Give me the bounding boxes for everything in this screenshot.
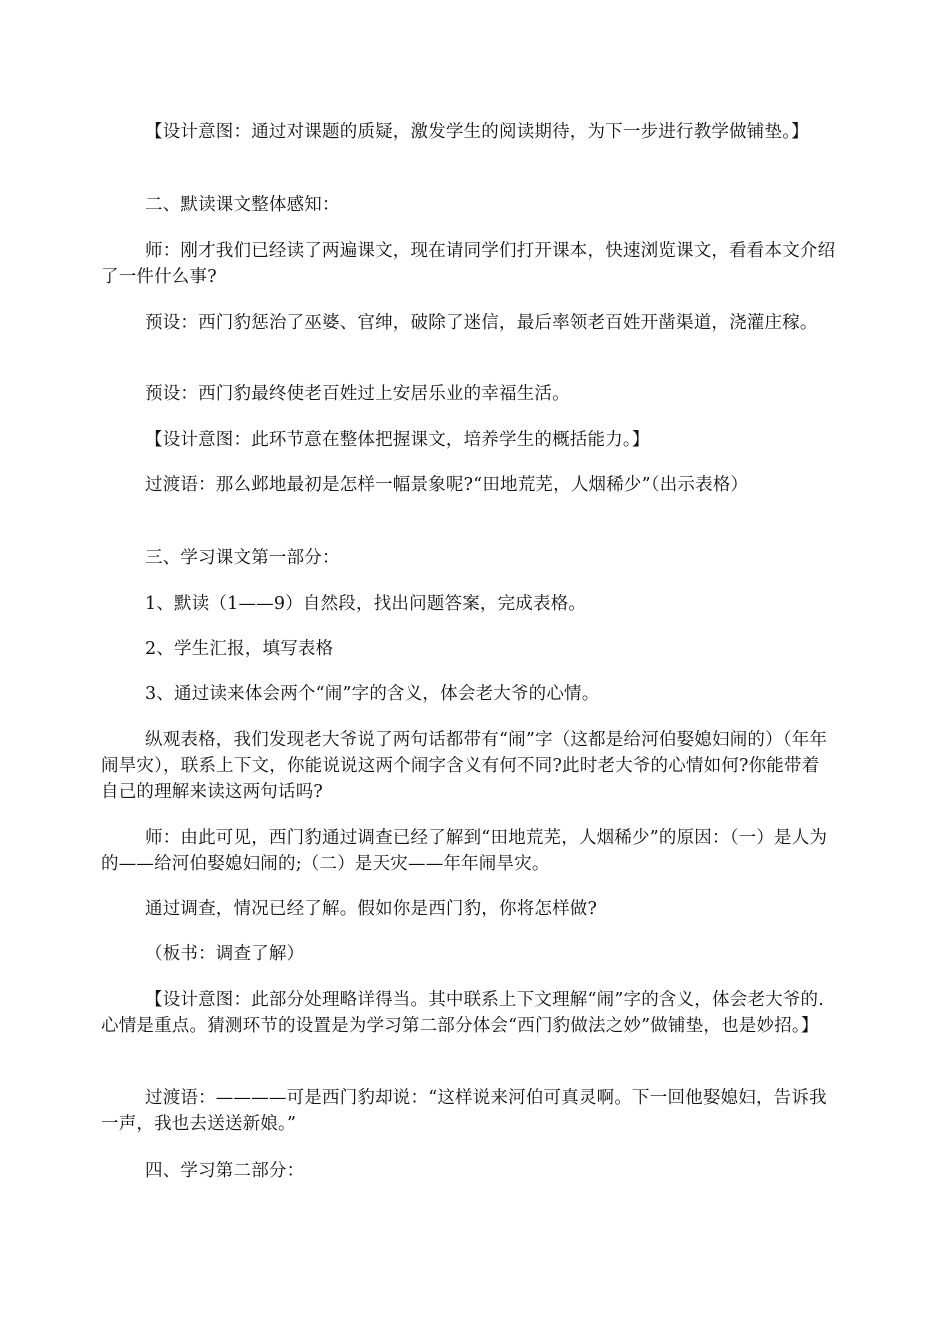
preset-answer-paragraph-2: 预设：西门豹最终使老百姓过上安居乐业的幸福生活。 <box>145 384 570 404</box>
section-heading-2: 二、默读课文整体感知： <box>145 195 340 215</box>
transition-paragraph-1: 过渡语：那么邺地最初是怎样一幅景象呢?“田地荒芜，人烟稀少”（出示表格） <box>145 475 749 495</box>
teacher-question-paragraph: 师：刚才我们已经读了两遍课文，现在请同学们打开课本，快速浏览课文，看看本文介绍了一件什么事? <box>101 241 836 287</box>
section-heading-3: 三、学习课文第一部分： <box>145 548 340 568</box>
design-intent-paragraph-1: 【设计意图：通过对课题的质疑，激发学生的阅读期待，为下一步进行教学做铺垫。】 <box>145 122 809 142</box>
design-intent-paragraph-3: 【设计意图：此部分处理略详得当。其中联系上下文理解“闹”字的含义，体会老大爷的.心情是重点。猜测环节的设置是为学习第二部分体会“西门豹做法之妙”做铺垫，也是妙招。】 <box>101 990 824 1036</box>
step-item-1: 1、默读（1——9）自然段，找出问题答案，完成表格。 <box>145 594 587 614</box>
teacher-summary-paragraph: 师：由此可见，西门豹通过调查已经了解到“田地荒芜，人烟稀少”的原因：（一）是人为的——给河伯娶媳妇闹的;（二）是天灾——年年闹旱灾。 <box>101 828 828 874</box>
investigation-question-paragraph: 通过调查，情况已经了解。假如你是西门豹，你将怎样做? <box>145 899 598 919</box>
design-intent-paragraph-2: 【设计意图：此环节意在整体把握课文，培养学生的概括能力。】 <box>145 430 650 450</box>
transition-paragraph-2: 过渡语：————可是西门豹却说：“这样说来河伯可真灵啊。下一回他娶媳妇，告诉我一声，我也去送送新娘。” <box>101 1088 827 1134</box>
preset-answer-paragraph-1: 预设：西门豹惩治了巫婆、官绅，破除了迷信，最后率领老百姓开凿渠道，浇灌庄稼。 <box>145 313 818 333</box>
step-item-3: 3、通过读来体会两个“闹”字的含义，体会老大爷的心情。 <box>145 684 600 704</box>
board-note-paragraph: （板书：调查了解） <box>145 944 305 964</box>
section-heading-4: 四、学习第二部分： <box>145 1161 305 1181</box>
step-item-2: 2、学生汇报，填写表格 <box>145 639 334 659</box>
table-overview-paragraph: 纵观表格，我们发现老大爷说了两句话都带有“闹”字（这都是给河伯娶媳妇闹的）（年年闹旱灾），联系上下文，你能说说这两个闹字含义有何不同?此时老大爷的心情如何?你能带着自己的理解来读这两句话吗? <box>101 730 828 802</box>
